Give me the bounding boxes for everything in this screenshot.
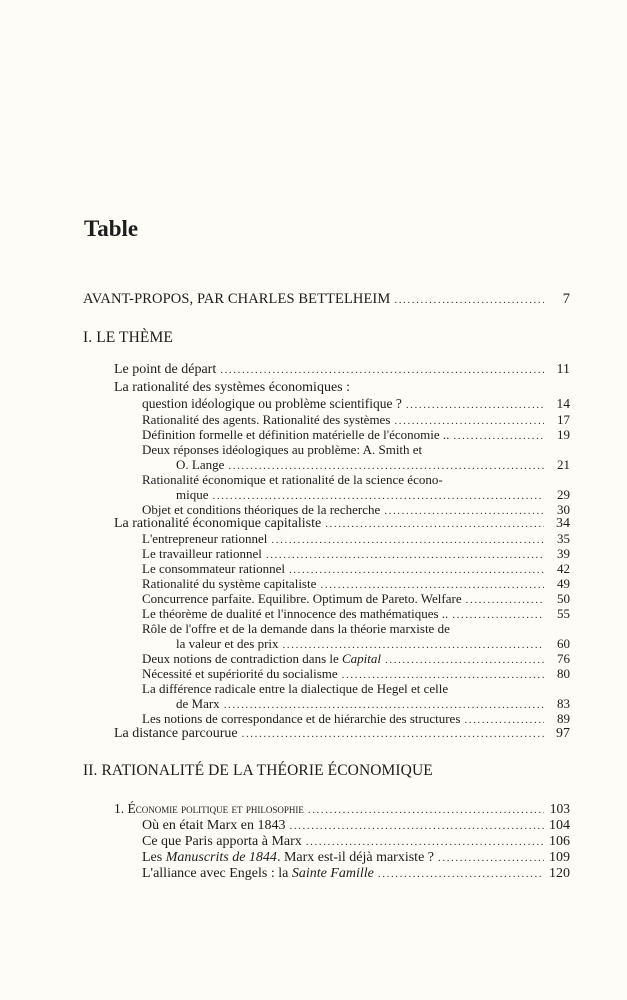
toc-entry: La différence radicale entre la dialectique de Hegel et celle bbox=[142, 681, 449, 696]
entry-label-text: L'alliance avec Engels : la bbox=[142, 866, 292, 881]
entry-label-text: Rationalité du système capitaliste bbox=[142, 576, 317, 591]
entry-page: 30 bbox=[557, 502, 570, 517]
entry-label-text: la valeur et des prix bbox=[176, 636, 279, 651]
entry-label-text: Définition formelle et définition matérielle de l'économie .. bbox=[142, 427, 450, 442]
entry-label-text: L'entrepreneur rationnel bbox=[142, 531, 268, 546]
toc-entry bbox=[114, 726, 570, 742]
dot-leader bbox=[242, 727, 544, 742]
toc-entry bbox=[142, 818, 570, 834]
entry-label bbox=[142, 531, 267, 546]
entry-label-text: . Marx est-il déjà marxiste ? bbox=[276, 850, 434, 865]
entry-page: 60 bbox=[557, 636, 570, 651]
entry-page: 39 bbox=[557, 546, 570, 561]
toc-entry: Rôle de l'offre et de la demande dans la théorie marxiste de bbox=[142, 621, 450, 636]
toc-entry bbox=[142, 850, 570, 866]
entry-label-text: La rationalité économique capitaliste bbox=[114, 516, 322, 531]
entry-label: AVANT-PROPOS, PAR CHARLES BETTELHEIM bbox=[83, 291, 391, 307]
entry-label-text: O. Lange bbox=[176, 457, 225, 472]
entry-label-text: Concurrence parfaite. Equilibre. Optimum de Pareto. Welfare bbox=[142, 591, 462, 606]
entry-page: 76 bbox=[557, 651, 570, 666]
entry-label bbox=[142, 606, 448, 621]
dot-leader bbox=[406, 398, 544, 413]
dot-leader bbox=[453, 429, 544, 444]
entry-label bbox=[142, 818, 285, 833]
entry-label-text: Où en était Marx en 1843 bbox=[142, 818, 286, 833]
entry-label bbox=[176, 696, 220, 711]
entry-label bbox=[114, 516, 321, 531]
part-heading-1: I. LE THÈME bbox=[83, 329, 173, 346]
dot-leader bbox=[438, 851, 544, 866]
entry-page: 19 bbox=[557, 427, 570, 442]
entry-label bbox=[142, 561, 285, 576]
entry-label bbox=[114, 362, 216, 377]
dot-leader bbox=[452, 608, 544, 623]
entry-page: 55 bbox=[557, 606, 570, 621]
entry-page: 97 bbox=[556, 726, 570, 741]
entry-label-text: Le théorème de dualité et l'innocence des mathématiques .. bbox=[142, 606, 449, 621]
entry-label-text: Ce que Paris apporta à Marx bbox=[142, 834, 302, 849]
entry-page: 29 bbox=[557, 487, 570, 502]
entry-page: 21 bbox=[557, 457, 570, 472]
entry-page: 106 bbox=[549, 834, 570, 849]
entry-label bbox=[142, 850, 434, 865]
entry-label-italic: Sainte Famille bbox=[291, 866, 374, 881]
entry-label-text: Nécessité et supériorité du socialisme bbox=[142, 666, 338, 681]
toc-entry-avant-propos bbox=[83, 292, 570, 308]
dot-leader bbox=[308, 803, 544, 818]
toc-entry bbox=[142, 866, 570, 882]
entry-page: 35 bbox=[557, 531, 570, 546]
entry-label bbox=[142, 427, 449, 442]
dot-leader bbox=[325, 517, 544, 532]
entry-page: 89 bbox=[557, 711, 570, 726]
entry-label bbox=[142, 666, 338, 681]
toc-entry: Deux réponses idéologiques au problème: A. Smith et bbox=[142, 442, 423, 457]
entry-label-italic: Capital bbox=[342, 651, 382, 666]
entry-label-text: Le point de départ bbox=[114, 362, 217, 377]
entry-page: 42 bbox=[557, 561, 570, 576]
entry-label bbox=[142, 396, 402, 411]
entry-page: 80 bbox=[557, 666, 570, 681]
toc-entry: La rationalité des systèmes économiques : bbox=[114, 380, 350, 395]
entry-page: 50 bbox=[557, 591, 570, 606]
entry-label bbox=[142, 591, 462, 606]
entry-label-text: question idéologique ou problème scientifique ? bbox=[142, 396, 402, 411]
toc-entry bbox=[142, 834, 570, 850]
dot-leader bbox=[394, 293, 544, 308]
page-title: Table bbox=[84, 216, 139, 241]
entry-label bbox=[176, 487, 209, 502]
entry-label bbox=[142, 651, 381, 666]
toc-entry bbox=[114, 362, 570, 378]
entry-label bbox=[142, 502, 380, 517]
entry-label-italic: Manuscrits de 1844 bbox=[165, 850, 277, 865]
dot-leader bbox=[378, 867, 544, 882]
entry-label bbox=[142, 576, 316, 591]
entry-page: 17 bbox=[557, 412, 570, 427]
part-heading-2: II. RATIONALITÉ DE LA THÉORIE ÉCONOMIQUE bbox=[83, 762, 433, 779]
entry-label-text: mique bbox=[176, 487, 209, 502]
entry-label bbox=[114, 726, 238, 741]
entry-label-text: Le travailleur rationnel bbox=[142, 546, 262, 561]
entry-page: 11 bbox=[556, 362, 570, 377]
toc-entry: Rationalité économique et rationalité de la science écono- bbox=[142, 472, 443, 487]
toc-entry bbox=[114, 516, 570, 532]
entry-label: 1. Économie politique et philosophie bbox=[114, 801, 304, 816]
entry-label-text: La distance parcourue bbox=[114, 726, 238, 741]
entry-page: 120 bbox=[549, 866, 570, 881]
entry-label-text: Les bbox=[142, 850, 166, 865]
dot-leader bbox=[220, 363, 544, 378]
entry-page: 109 bbox=[549, 850, 570, 865]
entry-label bbox=[142, 834, 302, 849]
entry-label bbox=[176, 636, 279, 651]
entry-page: 104 bbox=[549, 818, 570, 833]
toc-entry bbox=[142, 396, 570, 413]
entry-label-text: Le consommateur rationnel bbox=[142, 561, 285, 576]
dot-leader bbox=[289, 819, 544, 834]
entry-label bbox=[142, 412, 390, 427]
entry-label-text: Deux notions de contradiction dans le bbox=[142, 651, 343, 666]
entry-label-text: Objet et conditions théoriques de la recherche bbox=[142, 502, 381, 517]
entry-page: 34 bbox=[556, 516, 570, 531]
entry-page: 103 bbox=[549, 801, 570, 816]
entry-label bbox=[142, 866, 374, 881]
entry-label bbox=[142, 546, 262, 561]
entry-page: 83 bbox=[557, 696, 570, 711]
toc-chapter-1 bbox=[114, 801, 570, 818]
entry-page: 14 bbox=[556, 396, 570, 411]
entry-label-text: Rationalité des agents. Rationalité des systèmes bbox=[142, 412, 391, 427]
entry-label bbox=[176, 457, 224, 472]
dot-leader bbox=[306, 835, 544, 850]
entry-label bbox=[142, 711, 460, 726]
entry-page: 49 bbox=[557, 576, 570, 591]
entry-label-text: de Marx bbox=[176, 696, 220, 711]
entry-label-text: Les notions de correspondance et de hiérarchie des structures bbox=[142, 711, 461, 726]
entry-page: 7 bbox=[562, 291, 570, 307]
